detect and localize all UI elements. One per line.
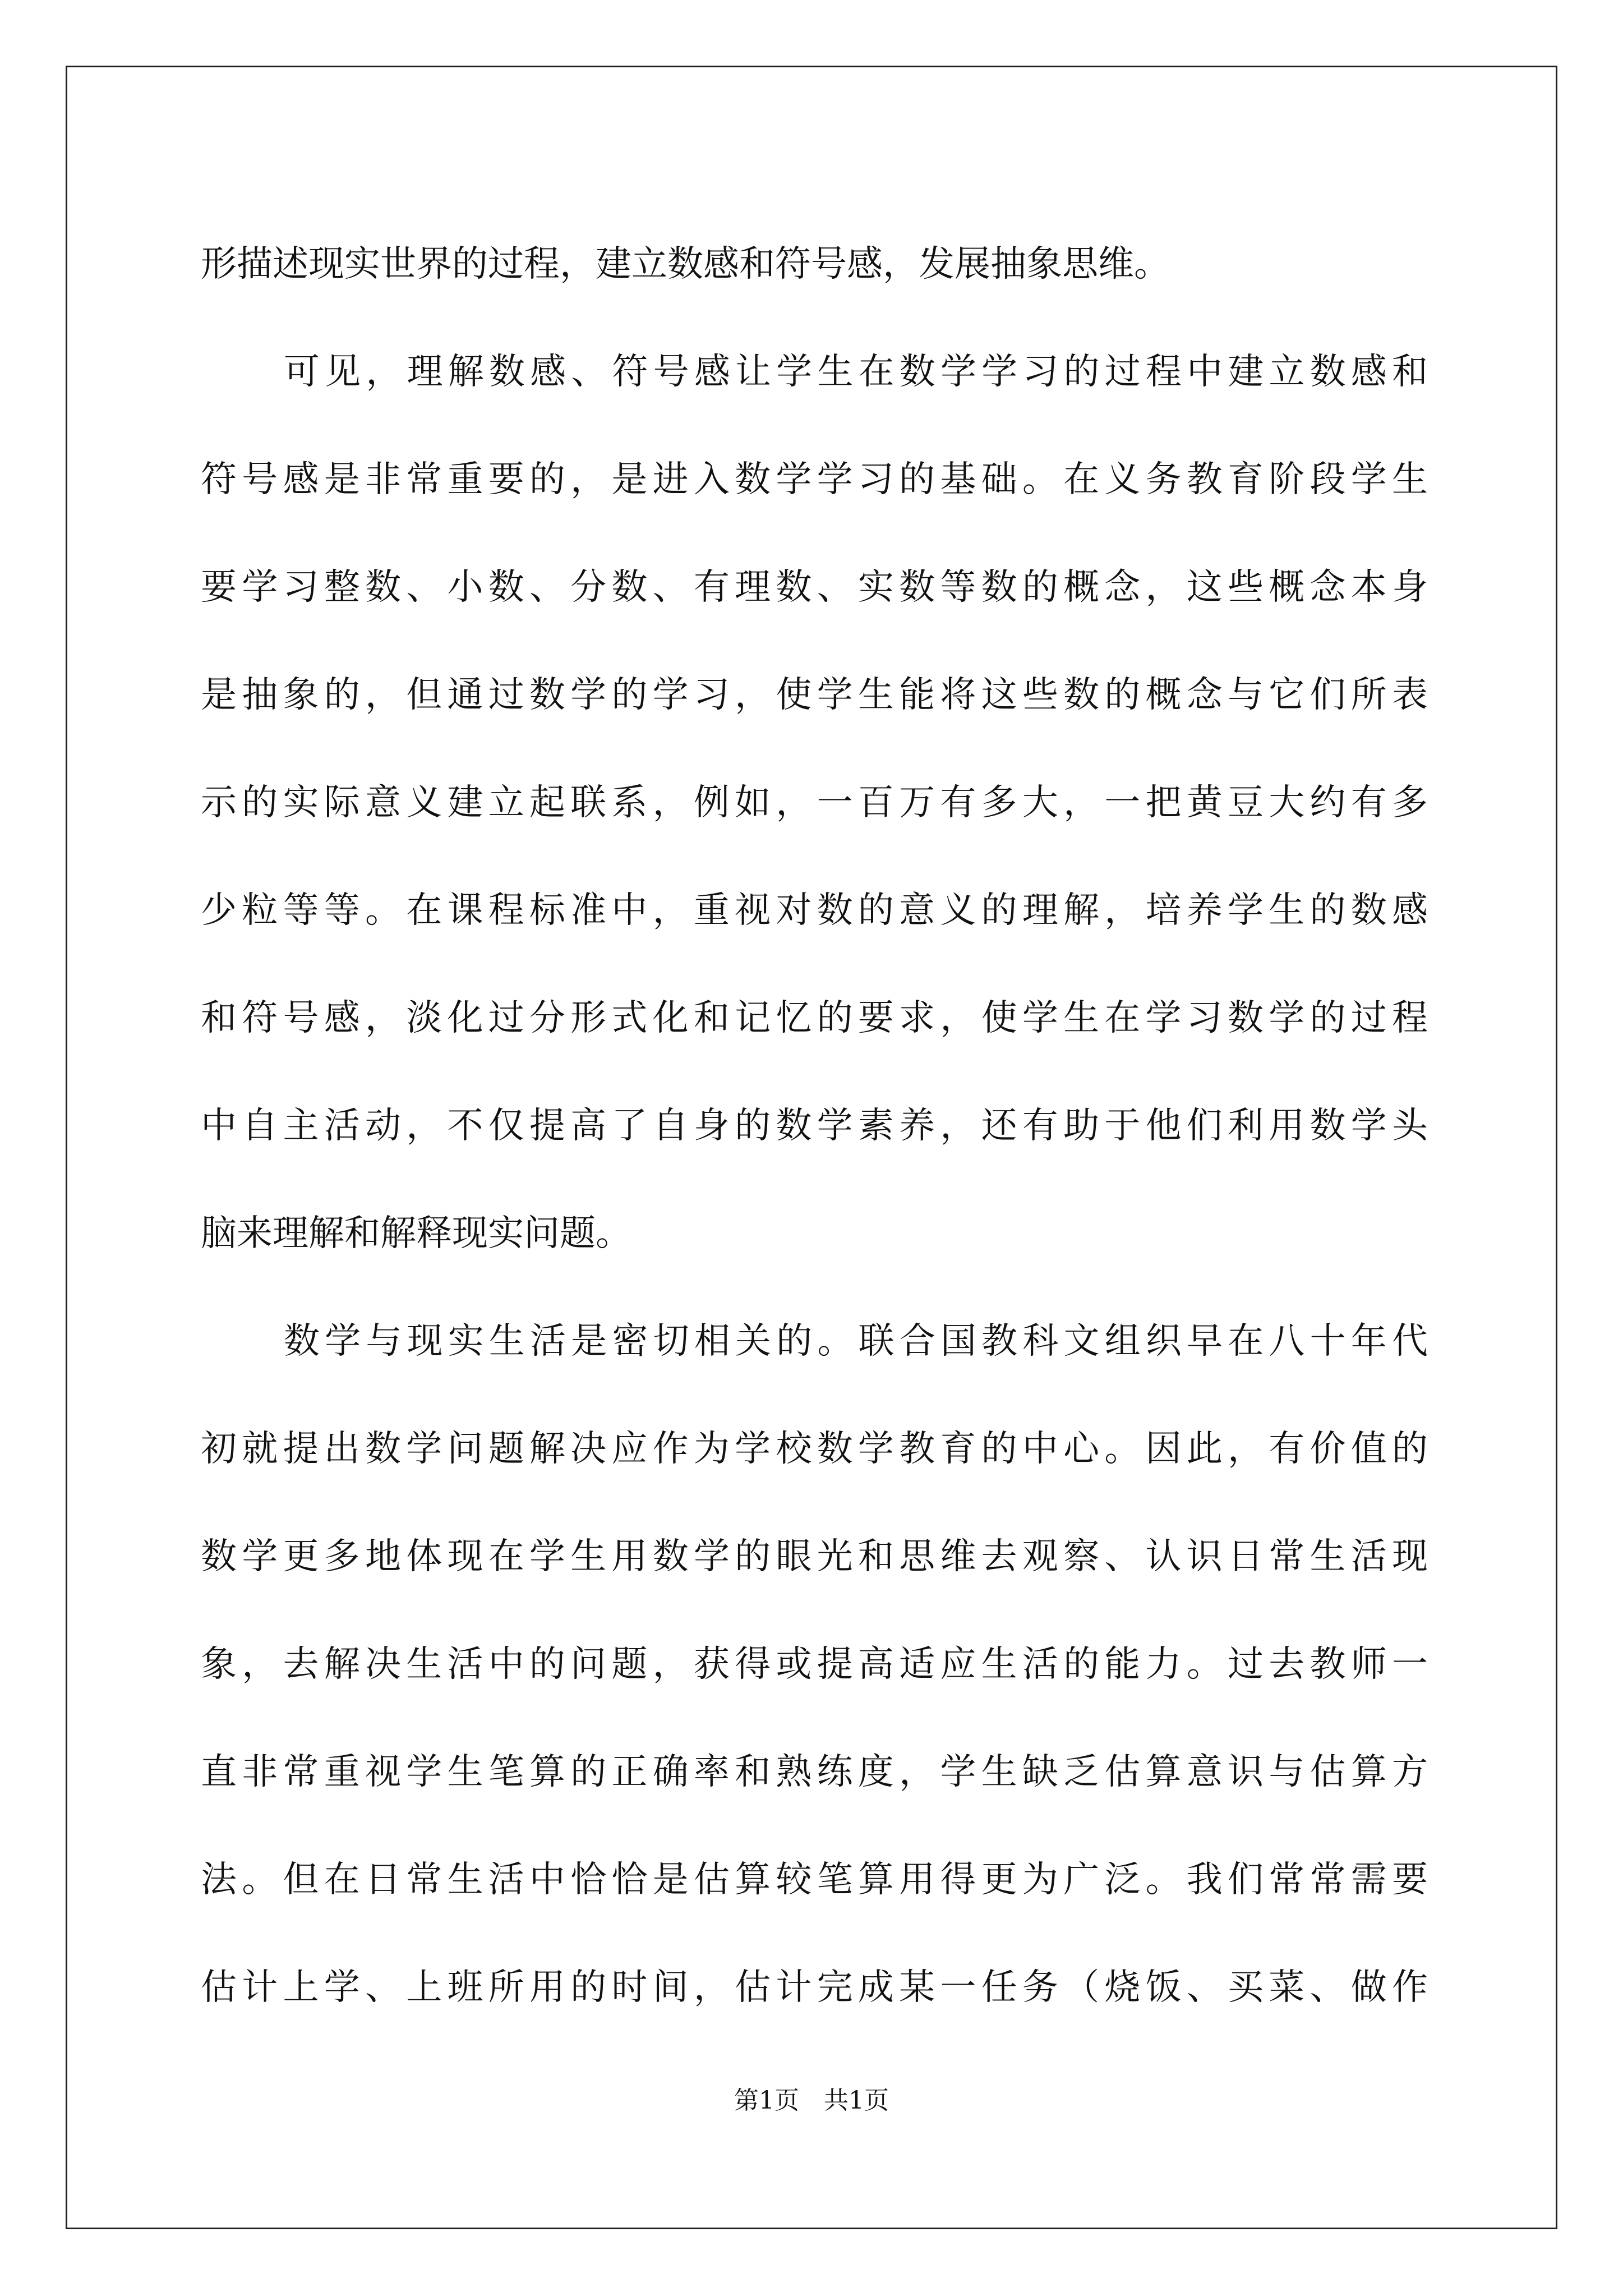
text-line: 和符号感，淡化过分形式化和记忆的要求，使学生在学习数学的过程	[201, 997, 1428, 1039]
page-number-footer: 第1页 共1页	[734, 2086, 889, 2115]
text-line: 是抽象的，但通过数学的学习，使学生能将这些数的概念与它们所表	[201, 674, 1428, 716]
text-line: 估计上学、上班所用的时间，估计完成某一任务（烧饭、买菜、做作	[201, 1967, 1428, 2008]
text-line: 数学与现实生活是密切相关的。联合国教科文组织早在八十年代	[284, 1320, 1428, 1362]
text-line: 示的实际意义建立起联系，例如，一百万有多大，一把黄豆大约有多	[201, 782, 1428, 823]
text-line: 脑来理解和解释现实问题。	[201, 1213, 631, 1254]
text-line: 法。但在日常生活中恰恰是估算较笔算用得更为广泛。我们常常需要	[201, 1859, 1428, 1901]
text-line: 数学更多地体现在学生用数学的眼光和思维去观察、认识日常生活现	[201, 1536, 1428, 1577]
text-line: 可见，理解数感、符号感让学生在数学学习的过程中建立数感和	[284, 351, 1428, 393]
text-line: 符号感是非常重要的，是进入数学学习的基础。在义务教育阶段学生	[201, 459, 1428, 500]
document-body	[201, 210, 1428, 2041]
text-line: 直非常重视学生笔算的正确率和熟练度，学生缺乏估算意识与估算方	[201, 1751, 1428, 1793]
text-line: 形描述现实世界的过程，建立数感和符号感，发展抽象思维。	[201, 243, 1170, 285]
text-line: 初就提出数学问题解决应作为学校数学教育的中心。因此，有价值的	[201, 1428, 1428, 1470]
text-line: 少粒等等。在课程标准中，重视对数的意义的理解，培养学生的数感	[201, 890, 1428, 931]
text-line: 要学习整数、小数、分数、有理数、实数等数的概念，这些概念本身	[201, 567, 1428, 608]
text-line: 中自主活动，不仅提高了自身的数学素养，还有助于他们利用数学头	[201, 1105, 1428, 1147]
text-line: 象，去解决生活中的问题，获得或提高适应生活的能力。过去教师一	[201, 1644, 1428, 1685]
